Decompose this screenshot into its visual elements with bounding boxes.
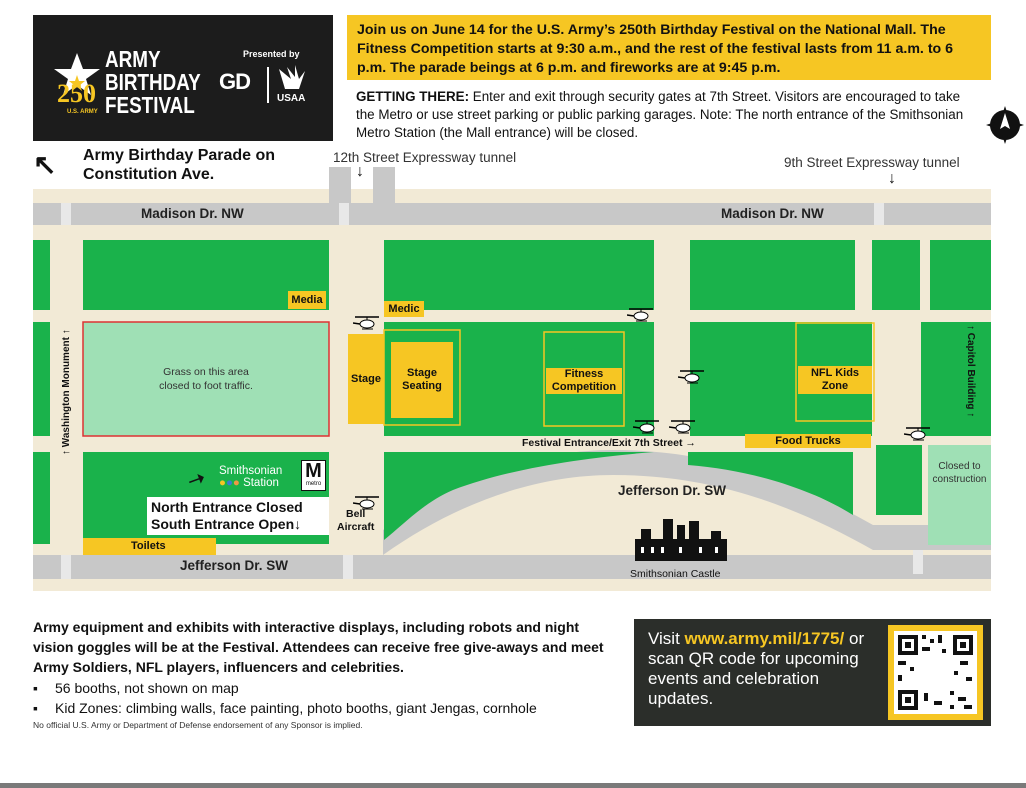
closed-line2: construction [932, 474, 987, 485]
helicopter-icon [353, 495, 381, 511]
metro-name2-text: Station [243, 477, 279, 489]
bullet-item: ▪ Kid Zones: climbing walls, face painting, photo booths, giant Jengas, cornhole [33, 700, 537, 716]
madison-dr-right-label: Madison Dr. NW [721, 206, 824, 221]
footer-divider [0, 783, 1026, 788]
media-area: Media [288, 291, 326, 309]
helicopter-icon [669, 419, 697, 435]
12th-street-tunnel-arrow-icon: ↓ [356, 163, 364, 180]
madison-dr-left-label: Madison Dr. NW [141, 206, 244, 221]
north-entrance-closed: North Entrance Closed [151, 499, 303, 515]
logo-title-festival: FESTIVAL [105, 92, 195, 118]
metro-logo-icon [301, 460, 326, 491]
sponsor-disclaimer: No official U.S. Army or Department of Defense endorsement of any Sponsor is implied. [33, 720, 363, 730]
visit-prefix: Visit [648, 629, 685, 648]
south-entrance-text: South Entrance Open [151, 516, 295, 532]
logo-divider [267, 67, 269, 103]
event-info-banner: Join us on June 14 for the U.S. Army’s 250th Birthday Festival on the National Mall. The Fitness Competition starts at 9:30 a.m., and the rest of the festival lasts from 11 a.m. to 6 p.m. The parade beings at 6 p.m. and fireworks are at 9:45 p.m. [347, 15, 991, 80]
festival-map [33, 145, 991, 591]
feature-bullets [33, 678, 633, 718]
stage-seating-area: Stage Seating [391, 342, 453, 418]
metro-name2: ●●● Station [219, 477, 279, 489]
logo-us-army: U.S. ARMY [67, 109, 98, 115]
metro-entrance-note [147, 497, 329, 535]
food-trucks-area: Food Trucks [745, 434, 871, 448]
capitol-building-label: ↑ Capitol Building ↑ [965, 325, 976, 418]
smithsonian-castle-icon [631, 517, 731, 563]
south-arrow-icon: ↓ [294, 516, 302, 532]
getting-there-heading: GETTING THERE: [356, 89, 470, 104]
gd-logo: GD [219, 69, 250, 94]
bullet-text-booths: 56 booths, not shown on map [55, 680, 239, 696]
bullet-item: ▪ 56 booths, not shown on map [33, 680, 239, 696]
usaa-eagle-icon [277, 65, 307, 91]
metro-letter: M [305, 460, 322, 482]
medic-area: Medic [384, 301, 424, 317]
grass-line1: Grass on this area [163, 366, 249, 378]
logo-title-birthday: BIRTHDAY [105, 69, 201, 95]
getting-there-text [356, 88, 976, 142]
presented-by-label: Presented by [243, 49, 300, 59]
army-mil-link[interactable]: www.army.mil/1775/ [684, 629, 845, 648]
logo-title-army: ARMY [105, 46, 161, 72]
jefferson-dr-bottom-label: Jefferson Dr. SW [180, 558, 289, 573]
parade-line1: Army Birthday Parade on [83, 147, 276, 164]
helicopter-icon [353, 315, 381, 331]
closed-line1: Closed to [938, 461, 981, 472]
9th-street-tunnel-arrow-icon: ↓ [888, 170, 896, 187]
bullet-text-kid-zones: Kid Zones: climbing walls, face painting, photo booths, giant Jengas, cornhole [55, 700, 537, 716]
bell-line2: Aircraft [337, 521, 375, 533]
construction-note [928, 460, 991, 486]
south-entrance-open [151, 516, 325, 533]
helicopter-icon [633, 419, 661, 435]
logo-250: 250 [57, 79, 96, 108]
parade-line2: Constitution Ave. [83, 166, 215, 183]
festival-logo-panel [33, 15, 333, 141]
qr-caption1: Army.mil/ [923, 661, 949, 667]
grass-closed-note [83, 365, 329, 393]
toilets-area: Toilets [83, 538, 216, 555]
helicopter-icon [678, 369, 706, 385]
parade-arrow-icon: ↖ [33, 149, 57, 180]
usaa-logo: USAA [277, 93, 306, 104]
grass-line2: closed to foot traffic. [159, 380, 253, 392]
metro-arrow-icon: ➝ [184, 466, 209, 494]
fitness-competition-area: Fitness Competition [546, 368, 622, 394]
helicopter-icon [904, 426, 932, 442]
9th-street-tunnel-label: 9th Street Expressway tunnel [784, 155, 960, 170]
visit-rest: or scan QR code for upcoming events and celebration updates. [648, 629, 865, 708]
jefferson-dr-curve-label: Jefferson Dr. SW [618, 483, 727, 498]
12th-street-tunnel-label: 12th Street Expressway tunnel [333, 150, 517, 165]
metro-station-name [219, 465, 282, 489]
exhibits-paragraph: Army equipment and exhibits with interactive displays, including robots and night vision goggles will be at the Festival. Attendees can receive free give-aways and meet Army Soldiers, NFL players, influencers and celebrities. [33, 619, 604, 675]
bell-line1: Bell [346, 508, 366, 520]
visit-panel [634, 619, 991, 726]
compass-icon [985, 105, 1025, 145]
metro-sub: metro [305, 481, 322, 487]
washington-monument-label: ↑ Washington Monument ↑ [61, 329, 72, 455]
festival-entrance-label[interactable]: Festival Entrance/Exit 7th Street → [522, 437, 696, 449]
metro-name1: Smithsonian [219, 465, 283, 477]
helicopter-icon [627, 307, 655, 323]
smithsonian-castle-label: Smithsonian Castle [630, 568, 721, 580]
getting-there-body: Enter and exit through security gates at 7th Street. Visitors are encouraged to take the Metro or use street parking or public parking garages. Note: The north entrance of the Smithsonian Metro Station (the Mall entrance) will be closed. [356, 89, 964, 140]
visit-text [648, 629, 878, 709]
nfl-kids-zone-area: NFL Kids Zone [798, 366, 872, 394]
qr-caption2: 1775 [923, 668, 949, 680]
qr-code[interactable] [888, 625, 983, 720]
stage-area: Stage [348, 334, 384, 424]
bell-aircraft-label [337, 508, 374, 534]
